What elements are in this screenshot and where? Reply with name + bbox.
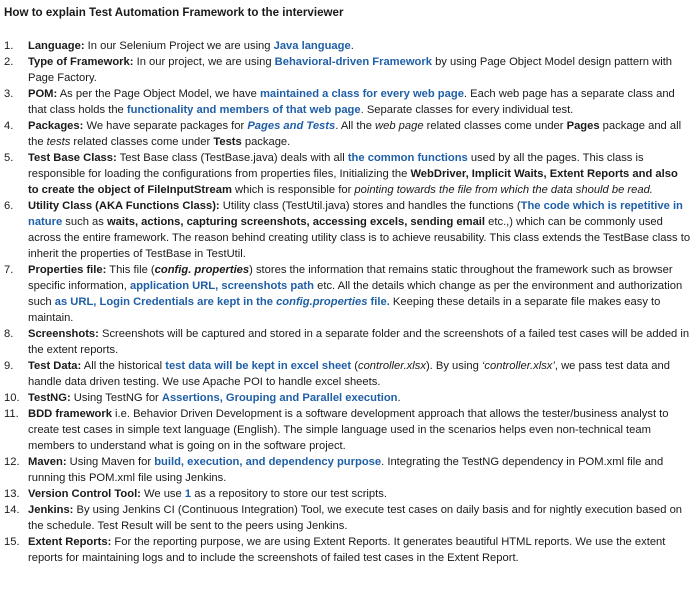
list-item-text: config. properties [154,264,250,276]
list-item-text: Behavioral-driven Framework [274,56,432,68]
list-item-text: functionality and members of that web page [126,104,361,116]
list-item-text: Tests [213,136,242,148]
list-item-text: WebDriver, Implicit Waits, Extent Reports and also to create the object of FileInputStream [28,168,678,196]
list-item [4,358,691,390]
list-item [4,326,691,358]
list-item-heading: Test Base Class: [28,152,117,164]
list-item-text: . Separate classes for every individual test. [360,104,574,116]
list-item [4,390,691,406]
list-item-text: We have separate packages for [83,120,248,132]
list-item [4,54,691,86]
list-item-number: 15. [4,536,20,548]
list-item-number: 11. [4,408,19,420]
list-item [4,198,691,262]
list-item-text: test data will be kept in excel sheet [165,360,352,372]
list-item-number: 10. [4,392,20,404]
list-item-text: Screenshots will be captured and stored in a separate folder and the screenshots of a failed test cases will be added in the extent reports. [28,328,690,356]
list-item [4,454,691,486]
list-item-text: All the historical [81,360,166,372]
list-item-number: 6. [4,200,14,212]
list-item-text: the common functions [347,152,468,164]
list-item-text: etc. All the details which change as per the environment and authorization such [28,280,683,308]
list-item-number: 3. [4,88,14,100]
list-item-number: 14. [4,504,20,516]
list-item-text: Pages [566,120,600,132]
list-item-text: , we pass test data and handle data driven testing. We use Apache POI to handle excel sheets. [28,360,670,388]
list-item-number: 5. [4,152,14,164]
list-item [4,502,691,534]
list-item-text: application URL, screenshots path [129,280,314,292]
list-item-heading: Properties file: [28,264,107,276]
list-item-text: web page [375,120,424,132]
list-item [4,486,691,502]
list-item-text: related classes come under [423,120,567,132]
list-item-text: In our project, we are using [133,56,275,68]
list-item-text: maintained a class for every web page [259,88,464,100]
document-title: How to explain Test Automation Framework to the interviewer [4,6,344,19]
list-item-text: i.e. Behavior Driven Development is a software development approach that allows the tester/business analyst to create test cases in simple text language (English). The simple language used in the scenarios helps even non-technical team members to understand what is going on in the software project. [28,408,669,452]
list-item-text: For the reporting purpose, we are using Extent Reports. It generates beautiful HTML reports. We use the extent reports for maintaining logs and to include the screenshots of failed test cases in the Extent Report. [28,536,666,564]
list-item-heading: Version Control Tool: [28,488,141,500]
list-item-text: as URL, Login Credentials are kept in the [54,296,277,308]
list-item-text: package. [241,136,291,148]
list-item-text: as a repository to store our test scripts. [191,488,387,500]
list-item-text: . All the [335,120,376,132]
list-item [4,118,691,150]
list-item-text: ‘controller.xlsx’ [481,360,555,372]
list-item-text: In our Selenium Project we are using [84,40,274,52]
list-item-number: 9. [4,360,14,372]
list-item-text: file. [367,296,390,308]
list-item-text: Java language [273,40,351,52]
list-item-heading: Type of Framework: [28,56,134,68]
list-item-text: . [397,392,401,404]
list-item [4,86,691,118]
list-item-number: 7. [4,264,14,276]
list-item-text: ( [351,360,358,372]
list-item-text: build, execution, and dependency purpose [154,456,382,468]
list-item-text: waits, actions, capturing screenshots, accessing excels, sending email [106,216,486,228]
list-item [4,406,691,454]
list-item-heading: Language: [28,40,85,52]
list-item-number: 4. [4,120,14,132]
list-item-text: used by all the pages. This class is responsible for loading the configurations from properties files, Initializing the [28,152,644,180]
list-item-text: Using TestNG for [70,392,162,404]
list-item-text: ). By using [425,360,482,372]
numbered-list [4,38,691,566]
list-item-heading: Utility Class (AKA Functions Class): [28,200,220,212]
list-item-text: controller.xlsx [357,360,426,372]
list-item-text: Using Maven for [66,456,155,468]
list-item-heading: BDD framework [28,408,112,420]
list-item-text: tests [46,136,71,148]
list-item-text: Assertions, Grouping and Parallel execution [161,392,398,404]
list-item-number: 12. [4,456,20,468]
list-item-heading: Screenshots: [28,328,99,340]
list-item-heading: TestNG: [28,392,71,404]
list-item [4,38,691,54]
list-item-heading: Test Data: [28,360,82,372]
list-item-heading: Packages: [28,120,84,132]
list-item-number: 13. [4,488,20,500]
list-item-text: . Each web page has a separate class and that class holds the [28,88,675,116]
list-item-text: ) stores the information that remains static throughout the framework such as browser specific information, [28,264,673,292]
list-item-number: 8. [4,328,14,340]
list-item [4,534,691,566]
list-item-text: etc.,) which can be commonly used across the entire framework. The reason behind creating utility class is to achieve reusability. This class extends the TestBase class to inherit the properties of TestBase in TestUtil. [28,216,691,260]
list-item-heading: POM: [28,88,58,100]
list-item-text: The code which is repetitive in nature [28,200,683,228]
list-item-heading: Maven: [28,456,67,468]
list-item-heading: Extent Reports: [28,536,112,548]
list-item-number: 1. [4,40,14,52]
list-item-text: This file ( [106,264,155,276]
list-item-text: As per the Page Object Model, we have [57,88,260,100]
list-item-text: package and all the [28,120,682,148]
list-item-text: Test Base class (TestBase.java) deals with all [116,152,348,164]
list-item-heading: Jenkins: [28,504,74,516]
list-item-text: Keeping these details in a separate file makes easy to maintain. [28,296,661,324]
list-item-text: . [350,40,354,52]
list-item-text: pointing towards the file from which the data should be read. [354,184,653,196]
list-item-text: . Integrating the TestNG dependency in POM.xml file and running this POM.xml file using Jenkins. [28,456,664,484]
list-item-text: related classes come under [70,136,214,148]
list-item-text: By using Jenkins CI (Continuous Integration) Tool, we execute test cases on daily basis and for nightly execution based on the schedule. Test Result will be sent to the peers using Jenkins. [28,504,683,532]
list-item-text: Utility class (TestUtil.java) stores and handles the functions ( [219,200,521,212]
list-item-text: by using Page Object Model design pattern with Page Factory. [28,56,673,84]
list-item-text: 1 [184,488,192,500]
list-item-number: 2. [4,56,14,68]
list-item [4,262,691,326]
list-item-text: which is responsible for [231,184,355,196]
list-item-text: config.properties [276,296,368,308]
list-item-text: Pages and Tests [247,120,336,132]
list-item-text: such as [62,216,107,228]
list-item-text: We use [140,488,185,500]
list-item [4,150,691,198]
